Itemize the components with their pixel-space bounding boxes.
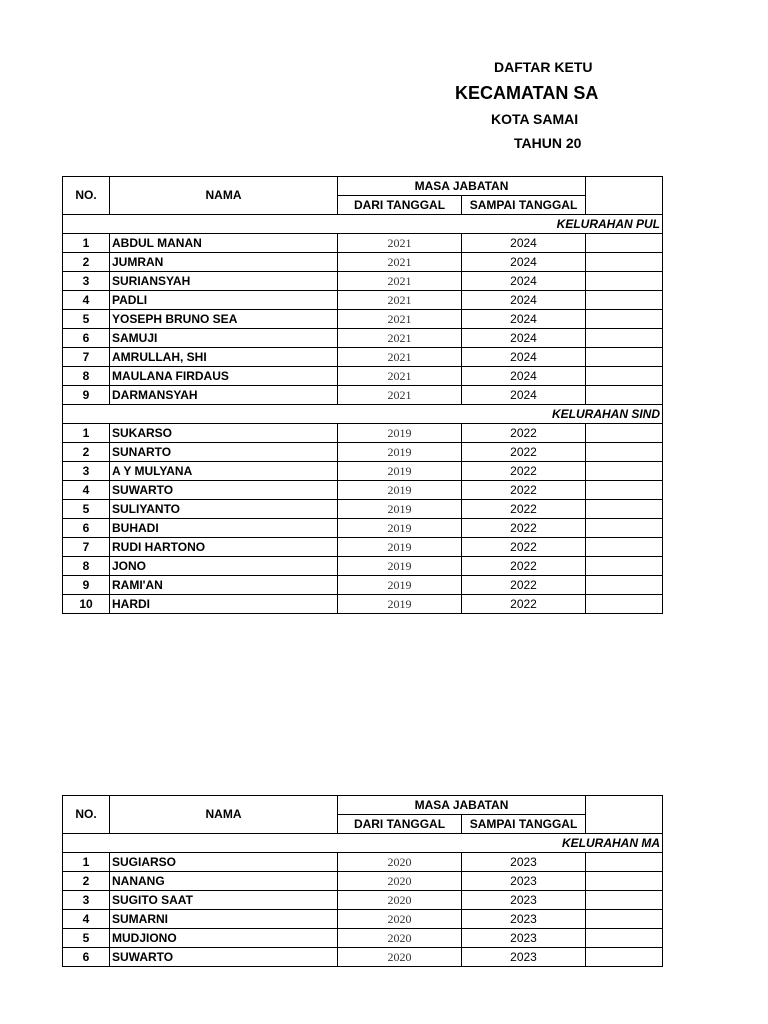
table-row [63,443,663,462]
row-end-year: 2022 [462,595,586,614]
row-name: SUGIARSO [110,853,338,872]
row-cut-cell [586,386,663,405]
row-cut-cell [586,443,663,462]
row-name: SUGITO SAAT [110,891,338,910]
row-end-year: 2023 [462,948,586,967]
row-end-year: 2022 [462,481,586,500]
col-header-masa-jabatan: MASA JABATAN [338,796,586,815]
row-end-year: 2022 [462,500,586,519]
row-cut-cell [586,576,663,595]
row-cut-cell [586,462,663,481]
row-cut-cell [586,272,663,291]
table-row [63,872,663,891]
group-label: KELURAHAN MA [63,834,663,853]
col-header-nama: NAMA [110,177,338,215]
table-row [63,853,663,872]
table-row [63,481,663,500]
table-row [63,310,663,329]
row-end-year: 2023 [462,872,586,891]
row-start-year: 2021 [338,291,462,310]
row-start-year: 2021 [338,386,462,405]
table-row [63,291,663,310]
row-number: 1 [63,853,110,872]
row-start-year: 2019 [338,443,462,462]
row-number: 5 [63,500,110,519]
row-start-year: 2020 [338,872,462,891]
row-end-year: 2022 [462,424,586,443]
col-header-nama: NAMA [110,796,338,834]
row-end-year: 2022 [462,443,586,462]
row-number: 10 [63,595,110,614]
table-row [63,576,663,595]
row-number: 7 [63,538,110,557]
table-row [63,948,663,967]
row-number: 6 [63,948,110,967]
row-number: 2 [63,872,110,891]
group-row [63,215,663,234]
row-number: 4 [63,291,110,310]
officials-table-1 [62,176,663,614]
row-start-year: 2021 [338,253,462,272]
row-start-year: 2019 [338,538,462,557]
row-cut-cell [586,595,663,614]
row-name: SUWARTO [110,948,338,967]
row-start-year: 2021 [338,329,462,348]
row-number: 9 [63,576,110,595]
row-name: YOSEPH BRUNO SEA [110,310,338,329]
row-number: 3 [63,891,110,910]
row-number: 4 [63,481,110,500]
row-name: JONO [110,557,338,576]
row-cut-cell [586,891,663,910]
row-number: 7 [63,348,110,367]
row-start-year: 2021 [338,367,462,386]
row-name: SUNARTO [110,443,338,462]
row-end-year: 2024 [462,310,586,329]
table-row [63,348,663,367]
row-end-year: 2024 [462,253,586,272]
group-row [63,405,663,424]
row-name: A Y MULYANA [110,462,338,481]
row-name: MAULANA FIRDAUS [110,367,338,386]
row-cut-cell [586,910,663,929]
col-header-dari: DARI TANGGAL [338,196,462,215]
row-number: 9 [63,386,110,405]
doc-title-line2: KECAMATAN SA [455,83,599,103]
col-header-cut [586,177,663,215]
row-start-year: 2021 [338,310,462,329]
row-name: HARDI [110,595,338,614]
col-header-sampai: SAMPAI TANGGAL [462,196,586,215]
row-end-year: 2024 [462,386,586,405]
row-start-year: 2020 [338,891,462,910]
doc-title-line1: DAFTAR KETU [494,59,593,75]
row-start-year: 2020 [338,910,462,929]
row-number: 3 [63,272,110,291]
row-number: 5 [63,310,110,329]
row-end-year: 2022 [462,576,586,595]
table-row [63,424,663,443]
row-start-year: 2019 [338,481,462,500]
table-row [63,272,663,291]
row-number: 1 [63,424,110,443]
row-name: SUKARSO [110,424,338,443]
row-number: 4 [63,910,110,929]
row-number: 8 [63,367,110,386]
row-name: ABDUL MANAN [110,234,338,253]
group-row [63,834,663,853]
row-end-year: 2024 [462,329,586,348]
row-name: DARMANSYAH [110,386,338,405]
row-cut-cell [586,872,663,891]
row-cut-cell [586,538,663,557]
row-cut-cell [586,500,663,519]
row-start-year: 2020 [338,929,462,948]
row-cut-cell [586,367,663,386]
row-name: PADLI [110,291,338,310]
row-start-year: 2019 [338,500,462,519]
row-end-year: 2024 [462,291,586,310]
officials-table-2 [62,795,663,967]
row-start-year: 2019 [338,519,462,538]
row-start-year: 2021 [338,272,462,291]
row-end-year: 2023 [462,929,586,948]
table-row [63,234,663,253]
table-row [63,253,663,272]
row-start-year: 2019 [338,576,462,595]
row-name: SURIANSYAH [110,272,338,291]
row-start-year: 2019 [338,595,462,614]
table-row [63,367,663,386]
table-row [63,891,663,910]
table-row [63,538,663,557]
row-end-year: 2023 [462,910,586,929]
group-label: KELURAHAN PUL [63,215,663,234]
row-number: 1 [63,234,110,253]
row-name: SUMARNI [110,910,338,929]
table-row [63,595,663,614]
row-name: MUDJIONO [110,929,338,948]
row-name: SAMUJI [110,329,338,348]
col-header-no: NO. [63,796,110,834]
col-header-no: NO. [63,177,110,215]
doc-title-line3: KOTA SAMAI [491,111,579,127]
row-number: 6 [63,519,110,538]
row-cut-cell [586,253,663,272]
row-name: AMRULLAH, SHI [110,348,338,367]
row-end-year: 2022 [462,538,586,557]
row-cut-cell [586,481,663,500]
row-number: 2 [63,443,110,462]
doc-title-line4: TAHUN 20 [514,135,582,151]
row-number: 6 [63,329,110,348]
row-start-year: 2021 [338,348,462,367]
row-end-year: 2024 [462,367,586,386]
row-cut-cell [586,948,663,967]
row-start-year: 2020 [338,853,462,872]
row-cut-cell [586,234,663,253]
row-start-year: 2019 [338,557,462,576]
row-cut-cell [586,557,663,576]
row-end-year: 2023 [462,891,586,910]
row-number: 8 [63,557,110,576]
table-row [63,910,663,929]
row-name: SULIYANTO [110,500,338,519]
row-start-year: 2021 [338,234,462,253]
row-cut-cell [586,291,663,310]
table-row [63,500,663,519]
row-number: 3 [63,462,110,481]
row-end-year: 2024 [462,348,586,367]
row-number: 5 [63,929,110,948]
row-end-year: 2023 [462,853,586,872]
table-row [63,386,663,405]
row-end-year: 2024 [462,234,586,253]
row-start-year: 2020 [338,948,462,967]
row-cut-cell [586,424,663,443]
table-row [63,519,663,538]
table-row [63,329,663,348]
table-row [63,462,663,481]
row-name: RUDI HARTONO [110,538,338,557]
row-end-year: 2022 [462,557,586,576]
row-end-year: 2022 [462,462,586,481]
row-cut-cell [586,329,663,348]
row-number: 2 [63,253,110,272]
row-end-year: 2022 [462,519,586,538]
table-row [63,929,663,948]
row-name: NANANG [110,872,338,891]
row-name: JUMRAN [110,253,338,272]
row-name: SUWARTO [110,481,338,500]
row-start-year: 2019 [338,424,462,443]
row-cut-cell [586,853,663,872]
col-header-masa-jabatan: MASA JABATAN [338,177,586,196]
col-header-dari: DARI TANGGAL [338,815,462,834]
col-header-cut [586,796,663,834]
row-cut-cell [586,929,663,948]
col-header-sampai: SAMPAI TANGGAL [462,815,586,834]
group-label: KELURAHAN SIND [63,405,663,424]
row-start-year: 2019 [338,462,462,481]
table-row [63,557,663,576]
row-cut-cell [586,348,663,367]
row-name: BUHADI [110,519,338,538]
row-name: RAMI'AN [110,576,338,595]
row-cut-cell [586,310,663,329]
row-end-year: 2024 [462,272,586,291]
row-cut-cell [586,519,663,538]
